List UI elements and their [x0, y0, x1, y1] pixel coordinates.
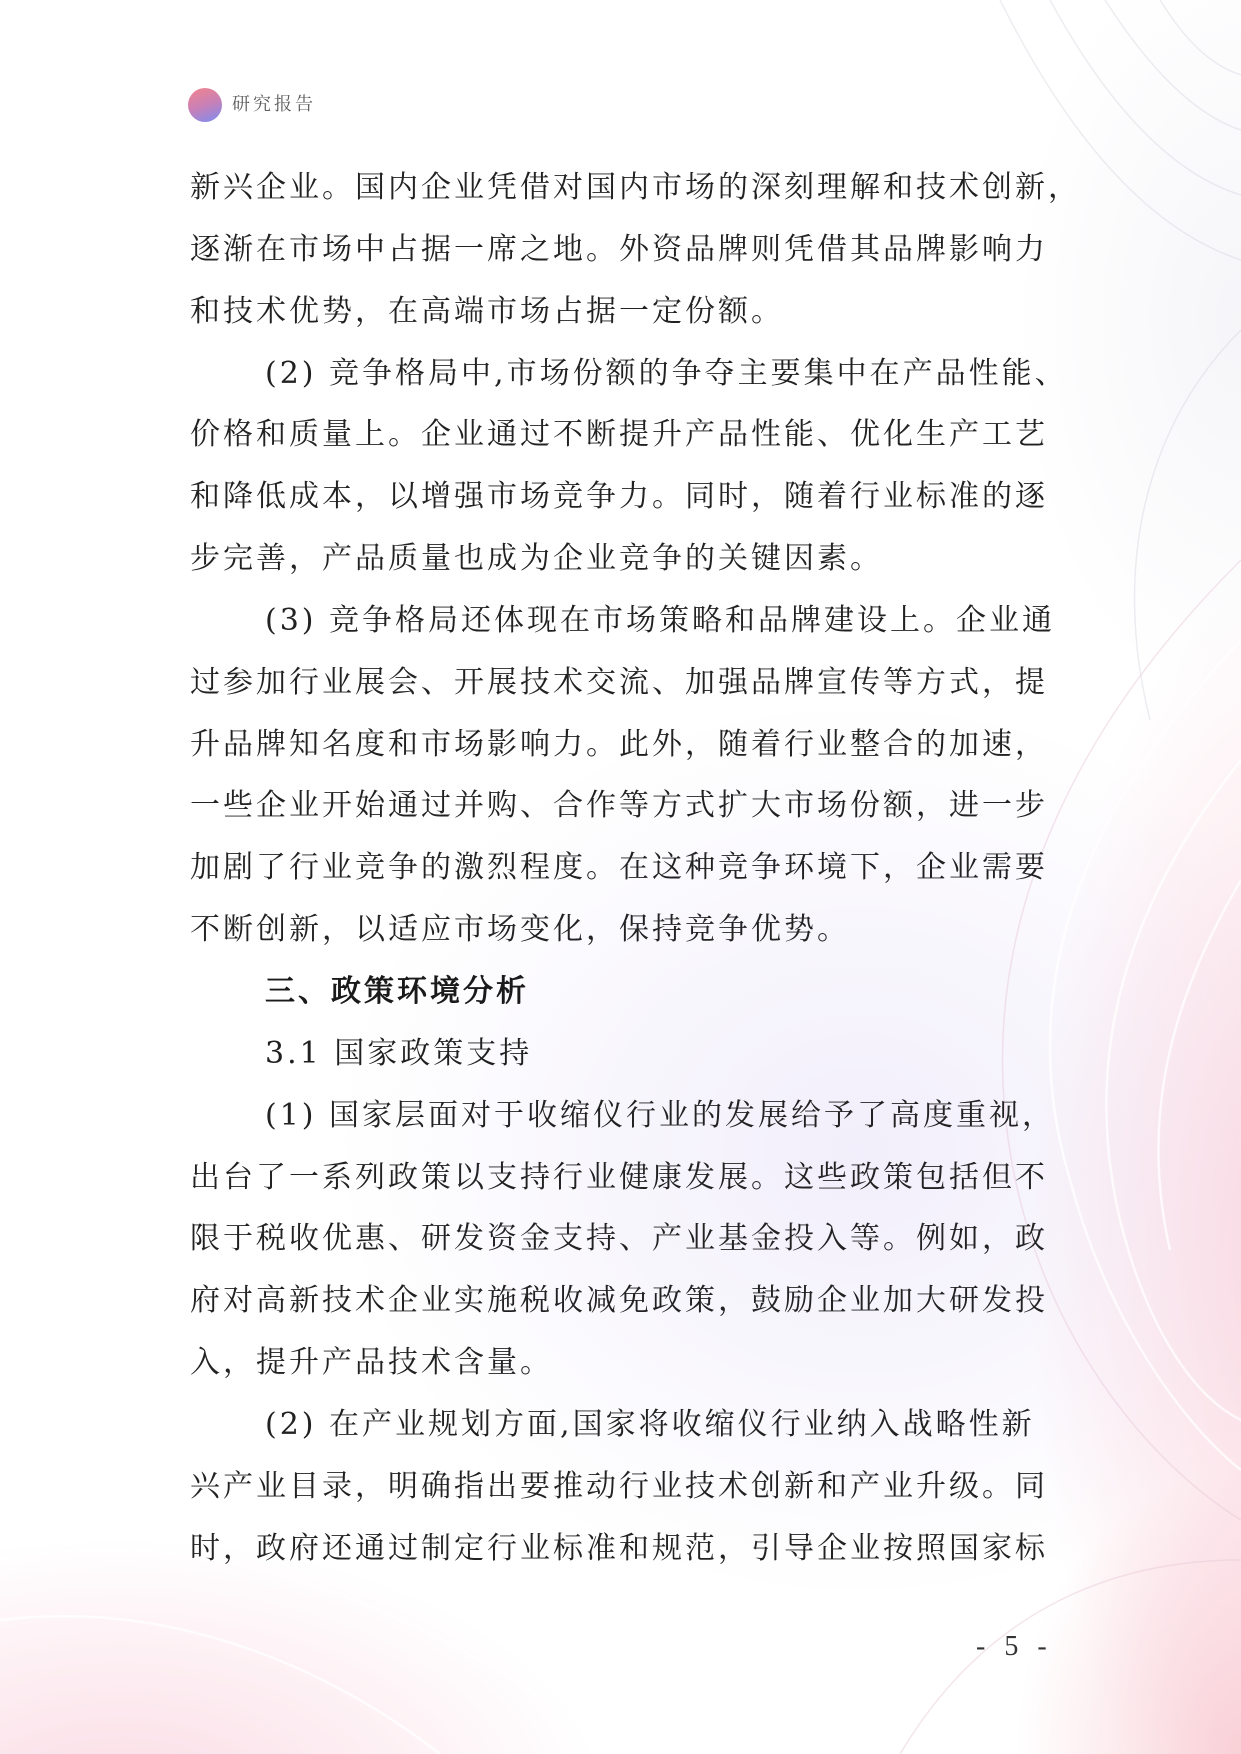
paragraph-line: 价格和质量上。企业通过不断提升产品性能、优化生产工艺	[190, 417, 1048, 453]
paragraph-line: (2) 竞争格局中,市场份额的争夺主要集中在产品性能、	[265, 355, 1068, 391]
paragraph-line: 兴产业目录，明确指出要推动行业技术创新和产业升级。同	[190, 1468, 1048, 1504]
paragraph-line: (2) 在产业规划方面,国家将收缩仪行业纳入战略性新	[265, 1406, 1035, 1442]
paragraph-line: 不断创新，以适应市场变化，保持竞争优势。	[190, 912, 850, 948]
paragraph-line: 和降低成本，以增强市场竞争力。同时，随着行业标准的逐	[190, 479, 1048, 515]
paragraph	[190, 343, 1140, 590]
paragraph-line: 升品牌知名度和市场影响力。此外，随着行业整合的加速，	[190, 726, 1048, 762]
paragraph	[190, 1085, 1140, 1394]
page-number: - 5 -	[976, 1631, 1053, 1662]
paragraph	[190, 590, 1140, 961]
paragraph-line: (1) 国家层面对于收缩仪行业的发展给予了高度重视，	[265, 1097, 1056, 1133]
paragraph-line: 入，提升产品技术含量。	[190, 1345, 553, 1381]
paragraph-line: 限于税收优惠、研发资金支持、产业基金投入等。例如，政	[190, 1221, 1048, 1257]
gradient-circle-logo-icon	[188, 88, 222, 122]
paragraph-line: 过参加行业展会、开展技术交流、加强品牌宣传等方式，提	[190, 664, 1048, 700]
paragraph-line: 新兴企业。国内企业凭借对国内市场的深刻理解和技术创新，	[190, 170, 1081, 205]
paragraph-line: 步完善，产品质量也成为企业竞争的关键因素。	[190, 541, 883, 577]
paragraph	[190, 1394, 1140, 1580]
paragraph-line: 和技术优势，在高端市场占据一定份额。	[190, 293, 784, 329]
paragraph	[190, 157, 1140, 343]
report-body	[190, 157, 1140, 1579]
paragraph-line: 府对高新技术企业实施税收减免政策，鼓励企业加大研发投	[190, 1283, 1048, 1319]
paragraph-line: 一些企业开始通过并购、合作等方式扩大市场份额，进一步	[190, 788, 1048, 824]
paragraph-line: 逐渐在市场中占据一席之地。外资品牌则凭借其品牌影响力	[190, 231, 1048, 267]
section-heading: 三、政策环境分析	[265, 973, 529, 1009]
subsection-heading: 3.1 国家政策支持	[265, 1035, 533, 1071]
paragraph-line: (3) 竞争格局还体现在市场策略和品牌建设上。企业通	[265, 602, 1056, 638]
report-label: 研究报告	[232, 94, 316, 115]
paragraph-line: 时，政府还通过制定行业标准和规范，引导企业按照国家标	[190, 1530, 1048, 1566]
paragraph-line: 出台了一系列政策以支持行业健康发展。这些政策包括但不	[190, 1159, 1048, 1195]
paragraph-line: 加剧了行业竞争的激烈程度。在这种竞争环境下，企业需要	[190, 850, 1048, 886]
